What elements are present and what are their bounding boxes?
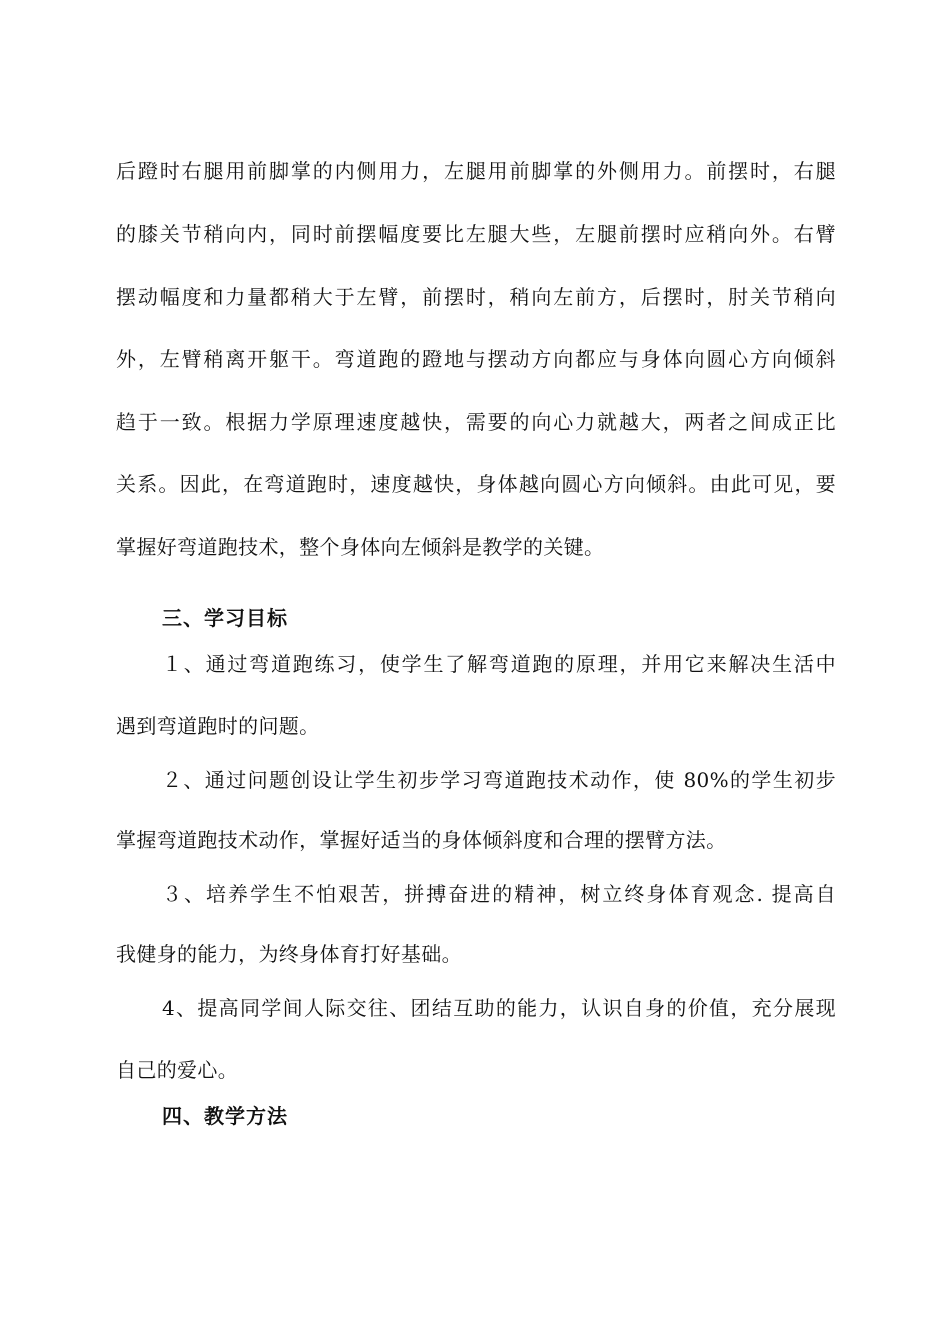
paragraph-line: 的膝关节稍向内，同时前摆幅度要比左腿大些，左腿前摆时应稍向外。右臂 [116, 222, 836, 246]
paragraph-line: 后蹬时右腿用前脚掌的内侧用力，左腿用前脚掌的外侧用力。前摆时，右腿 [116, 159, 836, 183]
section-heading: 三、学习目标 [162, 606, 288, 630]
goal-item-line: ３、培养学生不怕艰苦，拼搏奋进的精神，树立终身体育观念. 提高自 [162, 882, 836, 906]
goal-item-line: 4、提高同学间人际交往、团结互助的能力，认识自身的价值，充分展现 [162, 996, 836, 1020]
goal-item-line: 我健身的能力，为终身体育打好基础。 [116, 942, 462, 966]
paragraph-line: 外，左臂稍离开躯干。弯道跑的蹬地与摆动方向都应与身体向圆心方向倾斜 [116, 347, 836, 371]
paragraph-line: 摆动幅度和力量都稍大于左臂，前摆时，稍向左前方，后摆时，肘关节稍向 [116, 285, 836, 309]
section-heading: 四、教学方法 [162, 1104, 288, 1128]
paragraph-line: 掌握好弯道跑技术，整个身体向左倾斜是教学的关键。 [116, 535, 605, 559]
goal-item-line: 遇到弯道跑时的问题。 [116, 714, 320, 738]
paragraph-line: 趋于一致。根据力学原理速度越快，需要的向心力就越大，两者之间成正比 [116, 410, 836, 434]
goal-item-line: ２、通过问题创设让学生初步学习弯道跑技术动作，使 80%的学生初步 [162, 768, 836, 792]
paragraph-line: 关系。因此，在弯道跑时，速度越快，身体越向圆心方向倾斜。由此可见，要 [116, 472, 836, 496]
goal-item-line: 掌握弯道跑技术动作，掌握好适当的身体倾斜度和合理的摆臂方法。 [116, 828, 727, 852]
goal-item-line: １、通过弯道跑练习，使学生了解弯道跑的原理，并用它来解决生活中 [162, 652, 836, 676]
goal-item-line: 自己的爱心。 [116, 1058, 239, 1082]
